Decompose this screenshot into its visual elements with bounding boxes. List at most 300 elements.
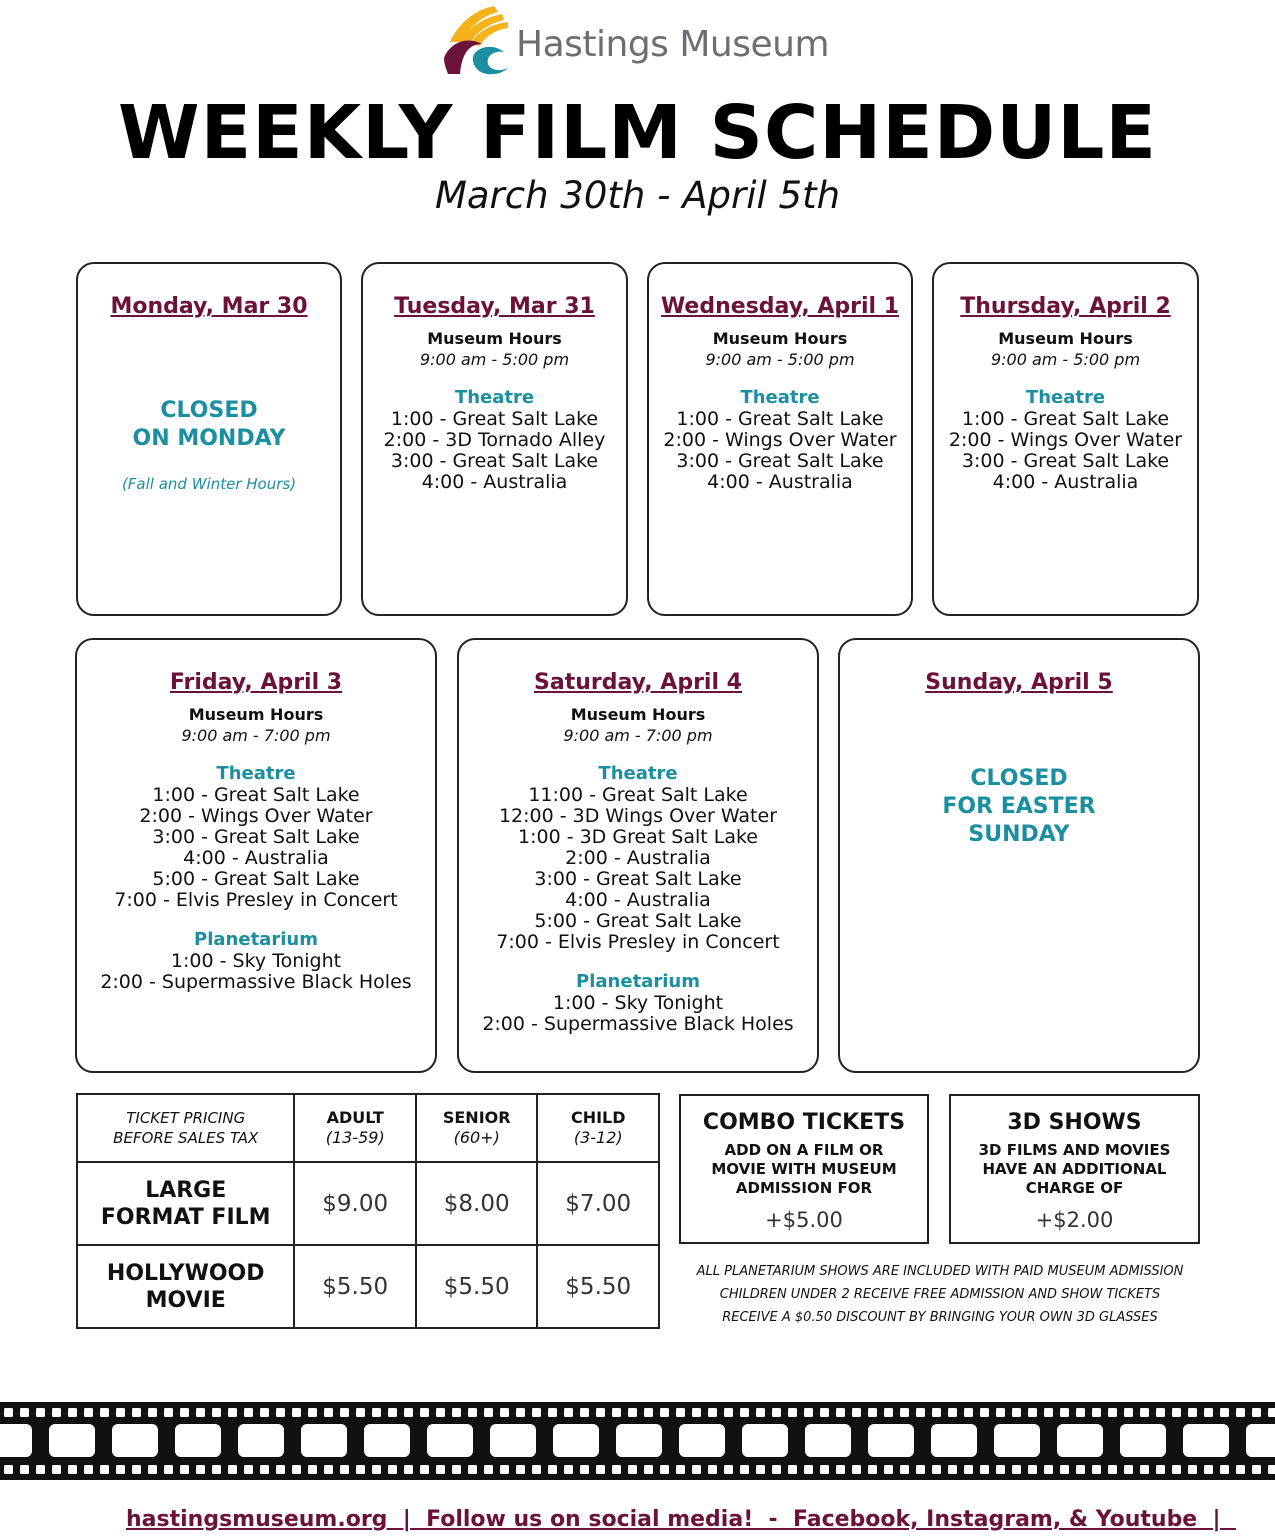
film-perforation — [100, 1408, 109, 1417]
showtime: 3:00 - Great Salt Lake — [152, 826, 360, 848]
planetarium-label: Planetarium — [576, 971, 700, 992]
column-header-child — [537, 1094, 659, 1162]
film-perforation — [612, 1465, 621, 1474]
combo-tickets-title: COMBO TICKETS — [702, 1110, 906, 1135]
film-perforation — [1092, 1408, 1101, 1417]
film-perforation — [1140, 1408, 1149, 1417]
film-perforation — [724, 1408, 733, 1417]
museum-hours: 9:00 am - 5:00 pm — [419, 350, 570, 369]
film-perforation — [452, 1408, 461, 1417]
price-cell: $8.00 — [416, 1162, 538, 1245]
museum-hours-label: Museum Hours — [712, 329, 848, 348]
combo-text-line: MOVIE WITH MUSEUM — [711, 1160, 897, 1178]
column-label: SENIOR — [442, 1108, 511, 1127]
price-cell: $7.00 — [537, 1162, 659, 1245]
table-header-row — [77, 1094, 659, 1162]
filmstrip-decoration — [0, 1402, 1275, 1480]
film-frame — [805, 1424, 851, 1457]
film-perforation — [804, 1465, 813, 1474]
film-frame — [175, 1424, 221, 1457]
film-perforation — [852, 1465, 861, 1474]
film-perforation — [180, 1408, 189, 1417]
film-perforation — [820, 1408, 829, 1417]
combo-text-line: ADD ON A FILM OR — [724, 1141, 884, 1159]
film-perforation — [260, 1465, 269, 1474]
film-perforation — [1204, 1408, 1213, 1417]
film-perforation — [292, 1408, 301, 1417]
film-perforation — [148, 1465, 157, 1474]
showtime: 3:00 - Great Salt Lake — [534, 868, 742, 890]
film-perforation — [404, 1408, 413, 1417]
film-perforation — [532, 1408, 541, 1417]
film-perforation — [324, 1465, 333, 1474]
day-card-monday — [76, 262, 342, 616]
day-card-wednesday — [647, 262, 913, 616]
film-perforation — [628, 1465, 637, 1474]
film-perforation — [20, 1465, 29, 1474]
film-perforation — [1124, 1408, 1133, 1417]
showtime: 7:00 - Elvis Presley in Concert — [496, 931, 780, 953]
film-perforation — [1252, 1465, 1261, 1474]
day-card-saturday — [457, 638, 819, 1073]
row-label — [77, 1162, 294, 1245]
film-perforation — [132, 1465, 141, 1474]
film-perforation — [1060, 1408, 1069, 1417]
film-perforation — [644, 1408, 653, 1417]
film-perforation — [868, 1408, 877, 1417]
closed-notice-line: CLOSED — [160, 398, 258, 423]
film-perforation — [1156, 1408, 1165, 1417]
showtime: 2:00 - Supermassive Black Holes — [482, 1013, 794, 1035]
closed-notice-line: FOR EASTER — [942, 794, 1096, 819]
day-title: Tuesday, Mar 31 — [394, 294, 595, 319]
closed-notice-line: SUNDAY — [968, 822, 1070, 847]
film-perforation — [756, 1465, 765, 1474]
showtime: 3:00 - Great Salt Lake — [961, 450, 1170, 472]
showtime: 2:00 - Wings Over Water — [139, 805, 373, 827]
column-ages: (13-59) — [325, 1128, 385, 1147]
film-perforation — [1076, 1408, 1085, 1417]
film-perforation — [756, 1408, 765, 1417]
film-perforation — [1060, 1465, 1069, 1474]
film-perforation — [788, 1465, 797, 1474]
row-label-line: LARGE — [145, 1177, 227, 1203]
theatre-label: Theatre — [598, 763, 678, 784]
film-perforation — [1220, 1408, 1229, 1417]
film-perforation — [516, 1408, 525, 1417]
film-frame — [49, 1424, 95, 1457]
theatre-label: Theatre — [740, 387, 820, 408]
day-title: Saturday, April 4 — [534, 670, 742, 695]
museum-hours-label: Museum Hours — [188, 705, 324, 724]
column-label: CHILD — [570, 1108, 626, 1127]
film-perforation — [596, 1408, 605, 1417]
showtime: 12:00 - 3D Wings Over Water — [498, 805, 778, 827]
3d-shows-text — [951, 1141, 1198, 1198]
film-perforation — [836, 1408, 845, 1417]
showtime: 1:00 - Sky Tonight — [170, 950, 342, 972]
film-perforation — [1044, 1465, 1053, 1474]
film-perforation — [772, 1465, 781, 1474]
film-perforation — [308, 1408, 317, 1417]
film-perforation — [212, 1408, 221, 1417]
film-perforation — [612, 1408, 621, 1417]
film-perforation — [948, 1465, 957, 1474]
film-perforation — [356, 1465, 365, 1474]
film-frame — [1120, 1424, 1166, 1457]
day-card-tuesday — [361, 262, 628, 616]
film-perforation — [276, 1408, 285, 1417]
film-perforation — [148, 1408, 157, 1417]
film-perforation — [404, 1465, 413, 1474]
film-frame — [490, 1424, 536, 1457]
film-perforation — [500, 1465, 509, 1474]
showtime: 1:00 - Great Salt Lake — [961, 408, 1170, 430]
film-perforation — [52, 1408, 61, 1417]
fine-print-line: CHILDREN UNDER 2 RECEIVE FREE ADMISSION AND SHOW TICKETS — [719, 1287, 1161, 1302]
film-perforation — [532, 1465, 541, 1474]
film-perforation — [1044, 1408, 1053, 1417]
showtime: 2:00 - 3D Tornado Alley — [383, 429, 606, 451]
film-perforation — [692, 1408, 701, 1417]
showtime: 4:00 - Australia — [707, 471, 853, 493]
showtime: 1:00 - 3D Great Salt Lake — [517, 826, 758, 848]
showtime: 4:00 - Australia — [565, 889, 711, 911]
column-header-adult — [294, 1094, 416, 1162]
film-perforation — [36, 1465, 45, 1474]
film-perforation — [564, 1465, 573, 1474]
3d-text-line: HAVE AN ADDITIONAL — [982, 1160, 1167, 1178]
date-range: March 30th - April 5th — [434, 174, 841, 217]
showtime: 11:00 - Great Salt Lake — [528, 784, 748, 806]
film-frame — [1057, 1424, 1103, 1457]
film-frame — [679, 1424, 725, 1457]
film-frame — [931, 1424, 977, 1457]
film-perforation — [644, 1465, 653, 1474]
footer-links[interactable]: hastingsmuseum.org | Follow us on social media! - Facebook, Instagram, & Youtube | — [126, 1507, 1236, 1532]
film-perforation — [548, 1408, 557, 1417]
price-cell: $5.50 — [537, 1245, 659, 1328]
showtime: 5:00 - Great Salt Lake — [534, 910, 742, 932]
film-perforation — [1172, 1465, 1181, 1474]
showtime: 1:00 - Sky Tonight — [552, 992, 724, 1014]
film-perforation — [660, 1408, 669, 1417]
film-perforation — [324, 1408, 333, 1417]
table-row — [77, 1245, 659, 1328]
film-perforation — [84, 1408, 93, 1417]
hours-note: (Fall and Winter Hours) — [121, 475, 297, 493]
fine-print-line: RECEIVE A $0.50 DISCOUNT BY BRINGING YOUR OWN 3D GLASSES — [722, 1310, 1158, 1325]
closed-notice-line: ON MONDAY — [132, 426, 286, 451]
price-cell: $5.50 — [294, 1245, 416, 1328]
page-title: WEEKLY FILM SCHEDULE — [118, 90, 1157, 176]
film-perforation — [244, 1465, 253, 1474]
film-perforation — [340, 1465, 349, 1474]
film-perforation — [996, 1465, 1005, 1474]
film-perforation — [132, 1408, 141, 1417]
column-ages: (3-12) — [573, 1128, 623, 1147]
film-perforation — [1236, 1408, 1245, 1417]
day-title: Sunday, April 5 — [925, 670, 1113, 695]
film-perforation — [740, 1408, 749, 1417]
row-label — [77, 1245, 294, 1328]
fine-print-line: ALL PLANETARIUM SHOWS ARE INCLUDED WITH PAID MUSEUM ADMISSION — [696, 1264, 1184, 1279]
film-perforation — [36, 1408, 45, 1417]
3d-shows-price: +$2.00 — [1035, 1208, 1114, 1232]
day-card-friday — [75, 638, 437, 1073]
museum-logo — [440, 2, 840, 78]
film-perforation — [772, 1408, 781, 1417]
film-perforation — [1188, 1465, 1197, 1474]
film-perforation — [580, 1465, 589, 1474]
film-perforation — [1204, 1465, 1213, 1474]
day-card-thursday — [932, 262, 1199, 616]
film-perforation — [708, 1465, 717, 1474]
film-perforation — [4, 1408, 13, 1417]
film-frame — [112, 1424, 158, 1457]
film-perforation — [708, 1408, 717, 1417]
3d-text-line: 3D FILMS AND MOVIES — [978, 1141, 1171, 1159]
showtime: 1:00 - Great Salt Lake — [676, 408, 884, 430]
film-perforation — [420, 1408, 429, 1417]
museum-hours: 9:00 am - 7:00 pm — [563, 726, 713, 745]
film-perforation — [308, 1465, 317, 1474]
theatre-label: Theatre — [1025, 387, 1106, 408]
museum-hours: 9:00 am - 7:00 pm — [181, 726, 331, 745]
film-frame — [553, 1424, 599, 1457]
film-perforation — [340, 1408, 349, 1417]
film-perforation — [228, 1465, 237, 1474]
film-perforation — [996, 1408, 1005, 1417]
day-title: Wednesday, April 1 — [660, 294, 900, 319]
combo-tickets-text — [681, 1141, 927, 1198]
film-perforation — [116, 1408, 125, 1417]
film-perforation — [580, 1408, 589, 1417]
day-card-sunday — [838, 638, 1200, 1073]
theatre-label: Theatre — [454, 387, 535, 408]
film-perforation — [116, 1465, 125, 1474]
film-frame — [364, 1424, 410, 1457]
column-label: ADULT — [326, 1108, 384, 1127]
showtime: 4:00 - Australia — [183, 847, 329, 869]
day-title: Friday, April 3 — [169, 670, 343, 695]
showtime: 3:00 - Great Salt Lake — [676, 450, 884, 472]
film-perforation — [484, 1465, 493, 1474]
film-perforation — [1076, 1465, 1085, 1474]
film-perforation — [884, 1465, 893, 1474]
film-frame — [994, 1424, 1040, 1457]
film-perforation — [948, 1408, 957, 1417]
film-perforation — [1236, 1465, 1245, 1474]
film-perforation — [564, 1408, 573, 1417]
showtime: 3:00 - Great Salt Lake — [390, 450, 599, 472]
film-perforation — [164, 1408, 173, 1417]
day-title: Monday, Mar 30 — [110, 294, 308, 319]
film-perforation — [788, 1408, 797, 1417]
film-perforation — [724, 1465, 733, 1474]
table-row — [77, 1162, 659, 1245]
film-perforation — [660, 1465, 669, 1474]
showtime: 2:00 - Supermassive Black Holes — [100, 971, 412, 993]
film-perforation — [372, 1408, 381, 1417]
film-perforation — [276, 1465, 285, 1474]
museum-logo-icon — [440, 2, 516, 78]
film-perforation — [260, 1408, 269, 1417]
film-perforation — [980, 1408, 989, 1417]
theatre-label: Theatre — [216, 763, 296, 784]
film-frame — [1246, 1424, 1275, 1457]
showtime: 2:00 - Wings Over Water — [663, 429, 897, 451]
row-label-line: MOVIE — [145, 1287, 226, 1313]
film-perforation — [932, 1408, 941, 1417]
showtime: 2:00 - Australia — [565, 847, 711, 869]
film-perforation — [1172, 1408, 1181, 1417]
film-perforation — [676, 1465, 685, 1474]
film-perforation — [1108, 1408, 1117, 1417]
film-perforation — [196, 1465, 205, 1474]
film-perforation — [804, 1408, 813, 1417]
closed-notice-line: CLOSED — [970, 766, 1068, 791]
film-perforation — [900, 1465, 909, 1474]
film-perforation — [1188, 1408, 1197, 1417]
film-perforation — [356, 1408, 365, 1417]
film-perforation — [1140, 1465, 1149, 1474]
film-perforation — [420, 1465, 429, 1474]
film-perforation — [388, 1408, 397, 1417]
film-perforation — [52, 1465, 61, 1474]
film-perforation — [1268, 1408, 1275, 1417]
museum-hours: 9:00 am - 5:00 pm — [990, 350, 1141, 369]
film-perforation — [196, 1408, 205, 1417]
film-perforation — [1028, 1465, 1037, 1474]
combo-tickets-price: +$5.00 — [765, 1208, 843, 1232]
film-perforation — [372, 1465, 381, 1474]
combo-text-line: ADMISSION FOR — [735, 1179, 873, 1197]
row-label-line: HOLLYWOOD — [106, 1260, 265, 1286]
film-perforation — [964, 1465, 973, 1474]
film-perforation — [388, 1465, 397, 1474]
film-perforation — [212, 1465, 221, 1474]
film-perforation — [548, 1465, 557, 1474]
pricing-note — [77, 1094, 294, 1162]
column-ages: (60+) — [453, 1128, 500, 1147]
film-perforation — [868, 1465, 877, 1474]
museum-hours-label: Museum Hours — [998, 329, 1133, 348]
showtime: 4:00 - Australia — [421, 471, 568, 493]
film-perforation — [164, 1465, 173, 1474]
showtime: 1:00 - Great Salt Lake — [152, 784, 360, 806]
film-perforation — [1156, 1465, 1165, 1474]
film-perforation — [468, 1408, 477, 1417]
film-perforation — [100, 1465, 109, 1474]
combo-tickets-box — [679, 1094, 929, 1244]
film-perforation — [84, 1465, 93, 1474]
film-perforation — [900, 1408, 909, 1417]
film-perforation — [228, 1408, 237, 1417]
film-perforation — [180, 1465, 189, 1474]
film-perforation — [500, 1408, 509, 1417]
film-perforation — [740, 1465, 749, 1474]
planetarium-label: Planetarium — [194, 929, 318, 950]
pricing-note-line: BEFORE SALES TAX — [113, 1129, 259, 1147]
film-perforation — [452, 1465, 461, 1474]
showtime: 1:00 - Great Salt Lake — [390, 408, 599, 430]
film-perforation — [1012, 1465, 1021, 1474]
film-perforation — [596, 1465, 605, 1474]
film-frame — [301, 1424, 347, 1457]
film-perforation — [916, 1408, 925, 1417]
museum-logo-text: Hastings Museum — [516, 24, 830, 65]
ticket-pricing-table — [76, 1093, 660, 1329]
price-cell: $9.00 — [294, 1162, 416, 1245]
showtime: 7:00 - Elvis Presley in Concert — [114, 889, 398, 911]
film-perforation — [436, 1408, 445, 1417]
film-perforation — [852, 1408, 861, 1417]
film-perforation — [932, 1465, 941, 1474]
column-header-senior — [416, 1094, 538, 1162]
film-perforation — [292, 1465, 301, 1474]
price-cell: $5.50 — [416, 1245, 538, 1328]
museum-hours-label: Museum Hours — [427, 329, 562, 348]
film-perforation — [980, 1465, 989, 1474]
film-perforation — [1124, 1465, 1133, 1474]
film-perforation — [1028, 1408, 1037, 1417]
fine-print — [680, 1260, 1200, 1329]
film-perforation — [68, 1408, 77, 1417]
film-perforation — [484, 1408, 493, 1417]
film-frame — [238, 1424, 284, 1457]
film-perforation — [68, 1465, 77, 1474]
film-perforation — [1092, 1465, 1101, 1474]
day-title: Thursday, April 2 — [960, 294, 1171, 319]
showtime: 5:00 - Great Salt Lake — [152, 868, 360, 890]
film-frame — [616, 1424, 662, 1457]
film-perforation — [1268, 1465, 1275, 1474]
film-perforation — [820, 1465, 829, 1474]
row-label-line: FORMAT FILM — [100, 1204, 271, 1230]
film-frame — [0, 1424, 32, 1457]
film-perforation — [1252, 1408, 1261, 1417]
film-perforation — [916, 1465, 925, 1474]
film-frame — [1183, 1424, 1229, 1457]
film-perforation — [1012, 1408, 1021, 1417]
film-frame — [742, 1424, 788, 1457]
3d-shows-box — [949, 1094, 1200, 1244]
film-perforation — [436, 1465, 445, 1474]
showtime: 4:00 - Australia — [992, 471, 1139, 493]
film-perforation — [692, 1465, 701, 1474]
film-perforation — [244, 1408, 253, 1417]
film-perforation — [4, 1465, 13, 1474]
pricing-note-line: TICKET PRICING — [126, 1109, 246, 1127]
film-frame — [868, 1424, 914, 1457]
film-perforation — [884, 1408, 893, 1417]
film-perforation — [964, 1408, 973, 1417]
museum-hours-label: Museum Hours — [570, 705, 706, 724]
film-perforation — [1108, 1465, 1117, 1474]
film-perforation — [628, 1408, 637, 1417]
3d-shows-title: 3D SHOWS — [1007, 1110, 1142, 1135]
film-perforation — [468, 1465, 477, 1474]
film-perforation — [676, 1408, 685, 1417]
film-perforation — [20, 1408, 29, 1417]
film-frame — [427, 1424, 473, 1457]
film-perforation — [1220, 1465, 1229, 1474]
film-perforation — [836, 1465, 845, 1474]
museum-hours: 9:00 am - 5:00 pm — [705, 350, 855, 369]
film-perforation — [516, 1465, 525, 1474]
3d-text-line: CHARGE OF — [1025, 1179, 1124, 1197]
